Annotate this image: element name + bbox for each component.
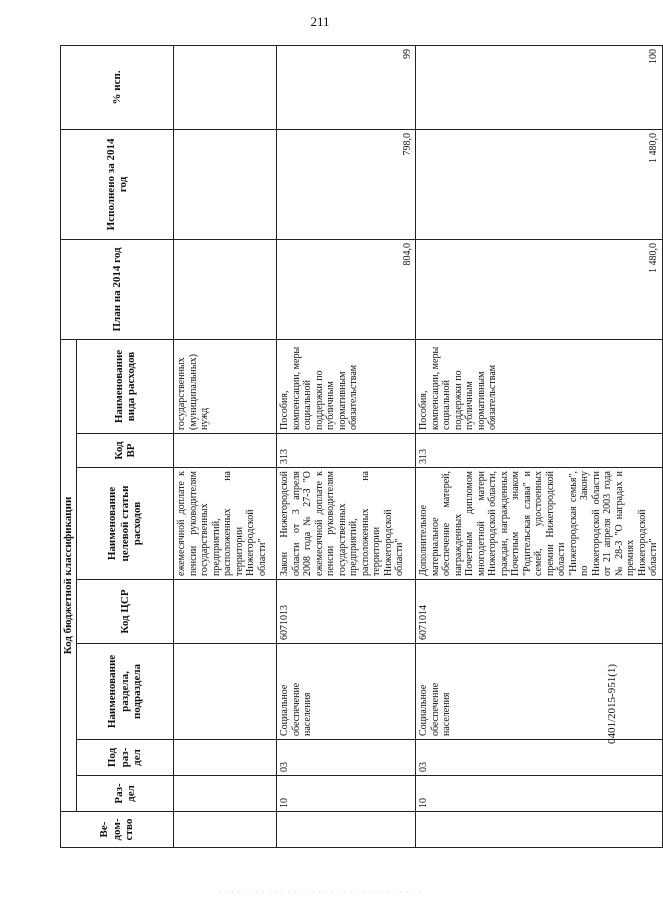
cell-csr: 6071013 bbox=[277, 580, 416, 644]
cell-percent bbox=[174, 45, 277, 129]
cell-csr-name: Закон Нижегородской области от 3 апреля 2008 года № 27-З "О ежемесячной доплате к пенсии руководителям государственных предприятий, расположенных на территории Нижегородской области" bbox=[277, 468, 416, 580]
cell-vedomstvo bbox=[277, 812, 416, 848]
cell-csr bbox=[174, 580, 277, 644]
cell-percent: 100 bbox=[416, 45, 663, 129]
cell-vr-name: государственных (муниципальных) нужд bbox=[174, 339, 277, 433]
header-vr: Код ВР bbox=[77, 434, 174, 468]
header-vr-name: Наименование вида расходов bbox=[77, 339, 174, 433]
cell-vr-name: Пособия, компенсации, меры социальной поддержки по публичным нормативным обязательствам bbox=[277, 339, 416, 433]
cell-vedomstvo bbox=[174, 812, 277, 848]
header-section-name: Наименование раздела, подраздела bbox=[77, 644, 174, 740]
header-csr: Код ЦСР bbox=[77, 580, 174, 644]
footer-faint-text: · · · · · · · · · · · · · · · · · · · · · · · · · · · · · · · · · bbox=[218, 887, 422, 897]
page-number: 211 bbox=[310, 14, 330, 29]
cell-podrazdel: 03 bbox=[277, 740, 416, 776]
cell-percent: 99 bbox=[277, 45, 416, 129]
cell-vr bbox=[174, 434, 277, 468]
document-code: 0401/2015-951(1) bbox=[606, 663, 618, 744]
cell-executed: 1 480,0 bbox=[416, 129, 663, 239]
budget-table bbox=[60, 45, 663, 848]
cell-csr: 6071014 bbox=[416, 580, 663, 644]
header-vedomstvo: Ве-дом-ство bbox=[61, 812, 174, 848]
cell-razdel: 10 bbox=[277, 776, 416, 812]
cell-csr-name: ежемесячной доплате к пенсии руководителям государственных предприятий, расположенных на территории Нижегородской области" bbox=[174, 468, 277, 580]
header-row-group bbox=[61, 45, 77, 847]
cell-section-name: Социальное обеспечение населения bbox=[277, 644, 416, 740]
header-percent: % исп. bbox=[61, 45, 174, 129]
cell-razdel: 10 bbox=[416, 776, 663, 812]
cell-plan: 804,0 bbox=[277, 239, 416, 339]
cell-section-name: Социальное обеспечение населения bbox=[416, 644, 663, 740]
header-csr-name: Наименование целевой статьи расходов bbox=[77, 468, 174, 580]
cell-vr-name: Пособия, компенсации, меры социальной поддержки по публичным нормативным обязательствам bbox=[416, 339, 663, 433]
header-razdel: Раз-дел bbox=[77, 776, 174, 812]
cell-vedomstvo bbox=[416, 812, 663, 848]
cell-plan bbox=[174, 239, 277, 339]
cell-executed bbox=[174, 129, 277, 239]
cell-executed: 798,0 bbox=[277, 129, 416, 239]
cell-podrazdel bbox=[174, 740, 277, 776]
header-plan: План на 2014 год bbox=[61, 239, 174, 339]
header-group-budget-code: Код бюджетной классификации bbox=[61, 339, 77, 811]
cell-section-name bbox=[174, 644, 277, 740]
header-podrazdel: Под раз-дел bbox=[77, 740, 174, 776]
table-row bbox=[174, 45, 277, 847]
cell-vr: 313 bbox=[277, 434, 416, 468]
table-row bbox=[277, 45, 416, 847]
cell-razdel bbox=[174, 776, 277, 812]
cell-podrazdel: 03 bbox=[416, 740, 663, 776]
cell-vr: 313 bbox=[416, 434, 663, 468]
header-executed: Исполнено за 2014 год bbox=[61, 129, 174, 239]
cell-plan: 1 480,0 bbox=[416, 239, 663, 339]
table-row bbox=[416, 45, 663, 847]
cell-csr-name: Дополнительное материальное обеспечение матерей, награжденных Почетным дипломом многодетной матери Нижегородской области, граждан, награжденных Почетным знаком "Родительская слава" и семей, удостоенных премии Нижегородской области "Нижегородская семья", по Закону Нижегородской области от 21 апреля 2003 года № 28-З "О наградах и премиях Нижегородской области" bbox=[416, 468, 663, 580]
